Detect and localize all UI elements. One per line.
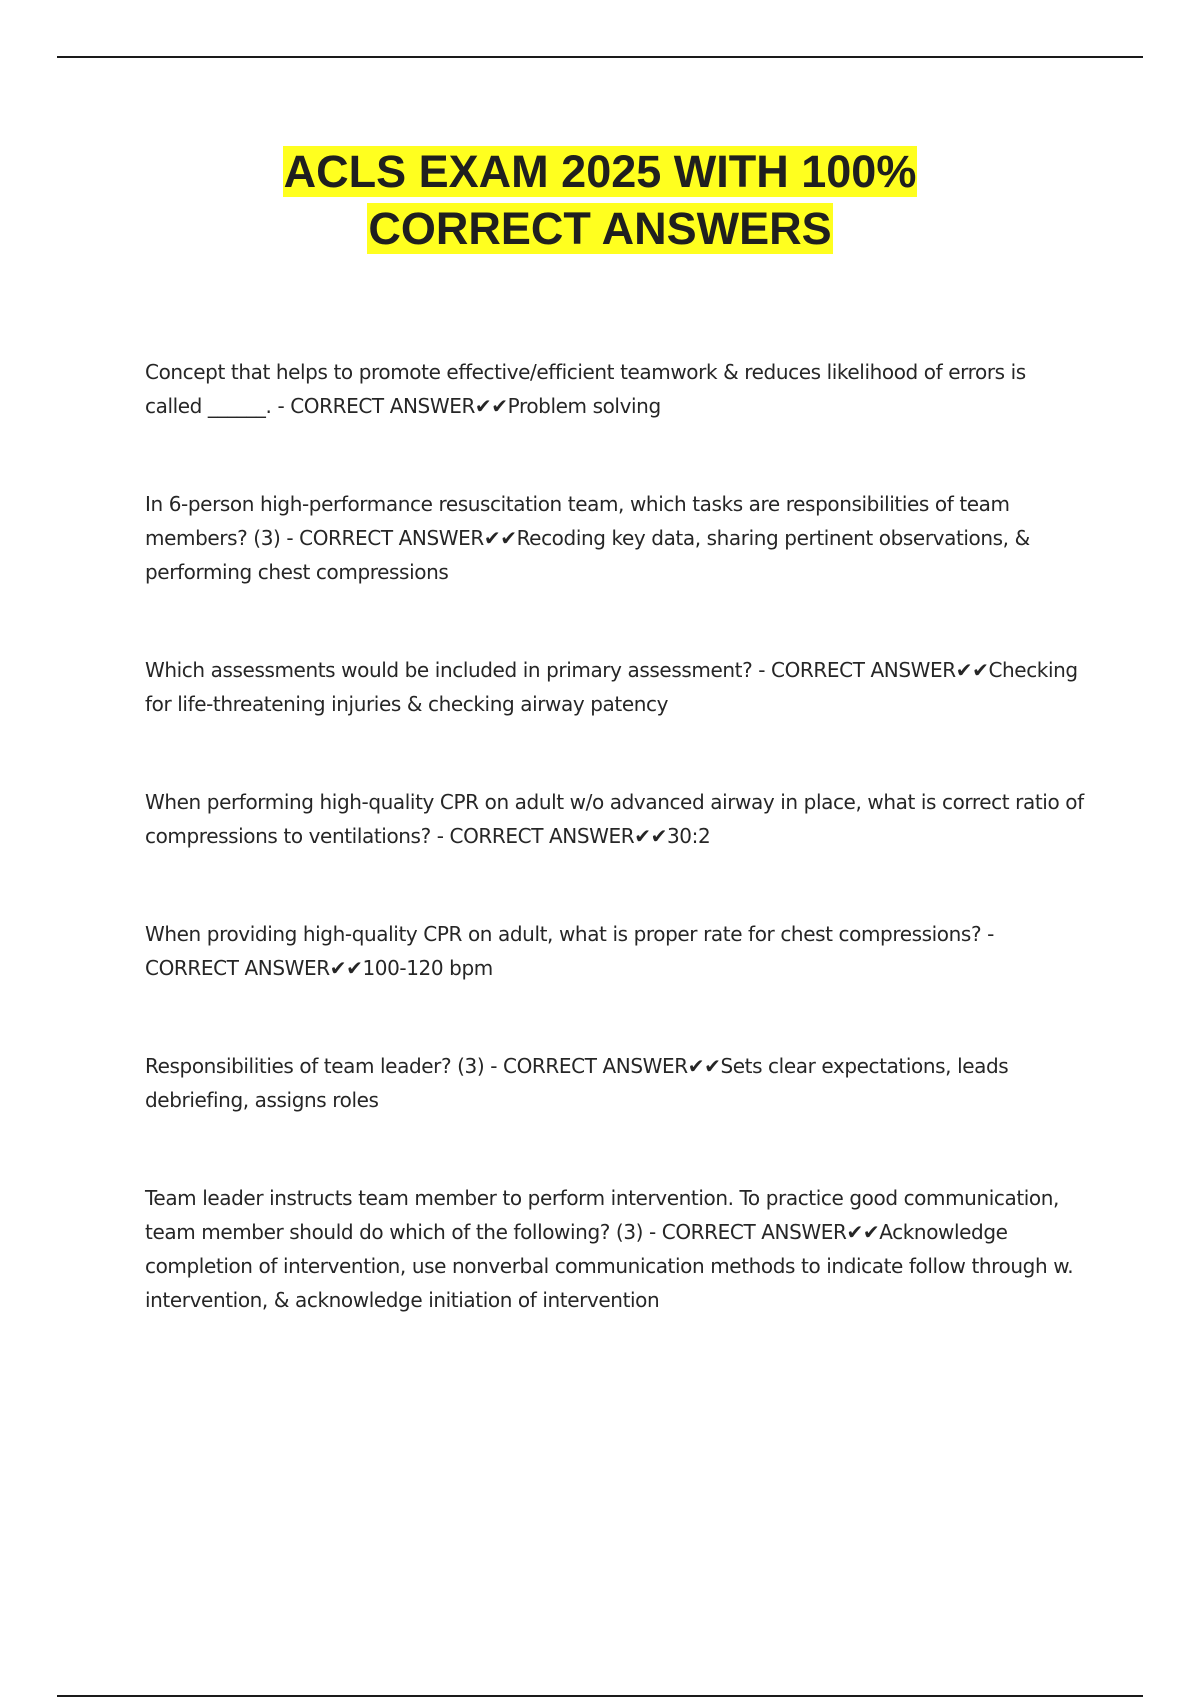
qa-item: When providing high-quality CPR on adult, what is proper rate for chest compressions? - CORRECT ANSWER✔✔100-120 bpm — [145, 922, 994, 980]
qa-item: Responsibilities of team leader? (3) - CORRECT ANSWER✔✔Sets clear expectations, leads debriefing, assigns roles — [145, 1054, 1009, 1112]
title-block — [0, 143, 1200, 257]
qa-item: Concept that helps to promote effective/efficient teamwork & reduces likelihood of errors is called ______. - CORRECT ANSWER✔✔Problem solving — [145, 360, 1026, 418]
footer-rule — [57, 1695, 1143, 1697]
question-answer-list — [145, 355, 1085, 1317]
qa-item: Team leader instructs team member to perform intervention. To practice good communication, team member should do which of the following? (3) - CORRECT ANSWER✔✔Acknowledge completion of intervention, use nonverbal communication methods to indicate follow through w. intervention, & acknowledge initiation of intervention — [145, 1186, 1074, 1312]
document-title-line-2: CORRECT ANSWERS — [368, 203, 832, 254]
document-title-line-1: ACLS EXAM 2025 WITH 100% — [283, 146, 917, 197]
qa-item: In 6-person high-performance resuscitation team, which tasks are responsibilities of team members? (3) - CORRECT ANSWER✔✔Recoding key data, sharing pertinent observations, & performing chest compressions — [145, 492, 1030, 584]
document-title — [283, 143, 918, 257]
qa-item: When performing high-quality CPR on adult w/o advanced airway in place, what is correct ratio of compressions to ventilations? - CORRECT ANSWER✔✔30:2 — [145, 790, 1084, 848]
header-rule — [57, 56, 1143, 58]
qa-item: Which assessments would be included in primary assessment? - CORRECT ANSWER✔✔Checking for life-threatening injuries & checking airway patency — [145, 658, 1078, 716]
